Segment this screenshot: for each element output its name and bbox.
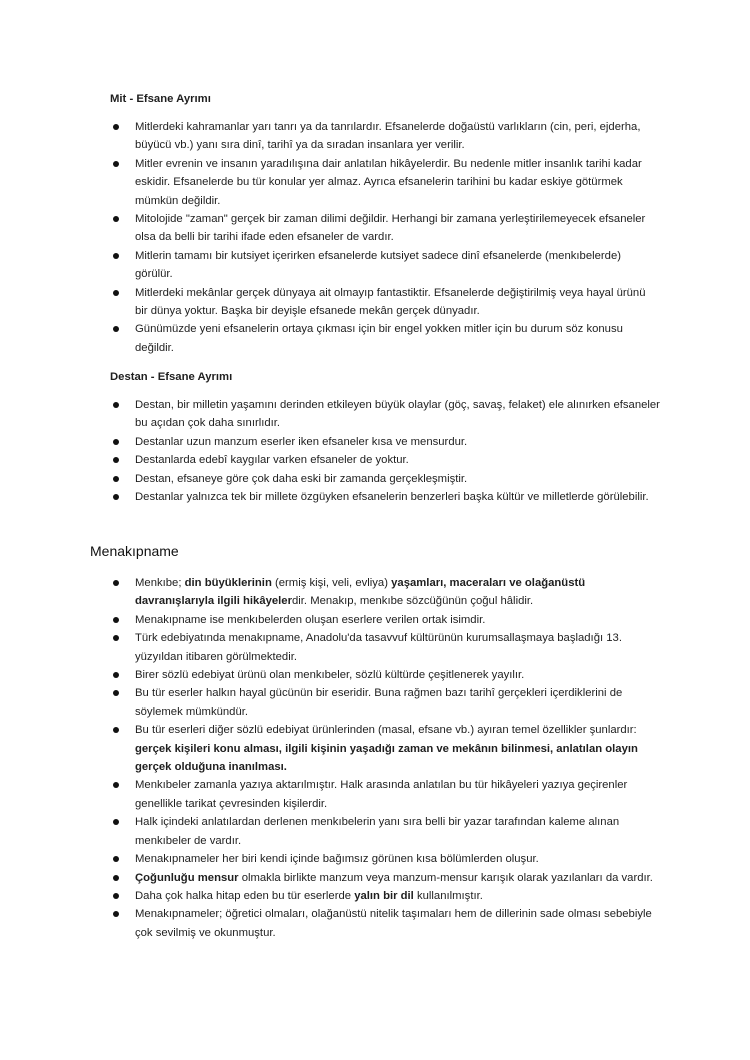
list-item-text: Mitler evrenin ve insanın yaradılışına dair anlatılan hikâyelerdir. Bu nedenle mitler insanlık tarihi kadar eskidir. Efsanelerde bu tür konular yer almaz. Ayrıca efsanelerin tarihini bu kadar eskiye götürmek mümkün değildir. — [135, 157, 642, 207]
list-item-bold-text: yalın bir dil — [354, 889, 414, 902]
bullet-dot — [113, 856, 119, 862]
list-item-bold-text: Çoğunluğu mensur — [135, 871, 239, 884]
list-item-text: Menakıpname ise menkıbelerden oluşan eserlere verilen ortak isimdir. — [135, 613, 486, 626]
list-item — [0, 210, 750, 247]
bullet-dot — [113, 911, 119, 917]
list-item-text: Türk edebiyatında menakıpname, Anadolu'da tasavvuf kültürünün kurumsallaşmaya başladığı 13. yüzyıldan itibaren görülmektedir. — [135, 632, 622, 663]
bullet-list-menakipname — [0, 574, 750, 942]
list-item-text: Mitlerin tamamı bir kutsiyet içerirken efsanelerde kutsiyet sadece dinî efsanelerde (menkıbelerde) görülür. — [135, 249, 621, 281]
list-item-text: Mitlerdeki kahramanlar yarı tanrı ya da tanrılardır. Efsanelerde doğaüstü varlıkların (cin, peri, ejderha, büyücü vb.) yanı sıra dinî, tarihî ya da sıradan insanlara yer verilir. — [135, 121, 641, 152]
list-item-bold-text: yaşamları, maceraları ve olağanüstü davranışlarıyla ilgili hikâyeler — [135, 577, 586, 608]
list-item-bold-text: gerçek kişileri konu alması, ilgili kişinin yaşadığı zaman ve mekânın bilinmesi, anlatılan olayın gerçek olduğuna inanılması. — [135, 742, 638, 774]
list-item-text: Menkıbe; — [135, 577, 185, 589]
bullet-dot — [113, 161, 119, 167]
list-item-text: kullanılmıştır. — [413, 889, 483, 902]
list-item-text: Mitlerdeki mekânlar gerçek dünyaya ait olmayıp fantastiktir. Efsanelerde değiştirilmiş veya hayal ürünü bir dünya yoktur. Başka bir deyişle efsanede mekân gerçek dünyadır. — [135, 286, 646, 318]
list-item — [0, 470, 750, 488]
list-item-text: Menakıpnameler; öğretici olmaları, olağanüstü nitelik taşımaları hem de dillerinin sade olması sebebiyle çok sevilmiş ve okunmuştur. — [135, 908, 652, 939]
list-item-text: Destanlar yalnızca tek bir millete özgüyken efsanelerin benzerleri başka kültür ve milletlerde görülebilir. — [135, 491, 649, 504]
list-item-text: dir. Menakıp, menkıbe sözcüğünün çoğul hâlidir. — [292, 595, 534, 608]
list-item — [0, 247, 750, 284]
list-item-text: Destan, bir milletin yaşamını derinden etkileyen büyük olaylar (göç, savaş, felaket) ele alınırken efsaneler bu açıdan çok daha sınırlıdır. — [135, 399, 660, 430]
bullet-dot — [113, 494, 119, 500]
section-title-menakipname: Menakıpname — [90, 543, 179, 559]
list-item — [0, 118, 750, 155]
bullet-dot — [113, 216, 119, 222]
list-item — [0, 850, 750, 868]
list-item — [0, 666, 750, 684]
list-item — [0, 396, 750, 433]
bullet-dot — [113, 617, 119, 623]
list-item-text: Menakıpnameler her biri kendi içinde bağımsız görünen kısa bölümlerden oluşur. — [135, 853, 539, 866]
list-item — [0, 611, 750, 629]
list-item — [0, 284, 750, 321]
list-item-text: Birer sözlü edebiyat ürünü olan menkıbeler, sözlü kültürde çeşitlenerek yayılır. — [135, 669, 525, 682]
bullet-dot — [113, 124, 119, 130]
bullet-dot — [113, 457, 119, 463]
bullet-dot — [113, 439, 119, 445]
bullet-dot — [113, 290, 119, 296]
list-item-text: Destanlarda edebî kaygılar varken efsaneler de yoktur. — [135, 454, 409, 467]
section-heading-mit: Mit - Efsane Ayrımı — [110, 93, 211, 105]
list-item — [0, 488, 750, 506]
list-item-text: Destanlar uzun manzum eserler iken efsaneler kısa ve mensurdur. — [135, 435, 468, 448]
bullet-dot — [113, 672, 119, 678]
bullet-dot — [113, 253, 119, 259]
list-item — [0, 684, 750, 721]
list-item — [0, 574, 750, 611]
list-item-text: Halk içindeki anlatılardan derlenen menkıbelerin yanı sıra belli bir yazar tarafından kaleme alınan menkıbeler de vardır. — [135, 816, 620, 847]
list-item — [0, 433, 750, 451]
list-item — [0, 721, 750, 776]
bullet-dot — [113, 893, 119, 899]
list-item-text: Mitolojide "zaman" gerçek bir zaman dilimi değildir. Herhangi bir zamana yerleştirilemeyecek efsaneler olsa da belli bir tarihi ifade eden efsaneler de vardır. — [135, 213, 646, 244]
list-item-text: Günümüzde yeni efsanelerin ortaya çıkması için bir engel yokken mitler için bu durum söz konusu değildir. — [135, 323, 623, 354]
list-item — [0, 629, 750, 666]
list-item-bold-text: din büyüklerinin — [184, 577, 272, 589]
list-item-text: Bu tür eserleri diğer sözlü edebiyat ürünlerinden (masal, efsane vb.) ayıran temel özellikler şunlardır: — [135, 724, 637, 737]
list-item — [0, 905, 750, 942]
bullet-dot — [113, 402, 119, 408]
bullet-dot — [113, 476, 119, 482]
bullet-list-mit — [0, 118, 750, 357]
list-item-text: olmakla birlikte manzum veya manzum-mensur karışık olarak yazılanları da vardır. — [238, 871, 653, 884]
bullet-dot — [113, 580, 119, 586]
bullet-dot — [113, 690, 119, 696]
list-item-text: Destan, efsaneye göre çok daha eski bir zamanda gerçekleşmiştir. — [135, 472, 468, 485]
section-heading-destan: Destan - Efsane Ayrımı — [110, 371, 233, 383]
bullet-list-destan — [0, 396, 750, 506]
bullet-dot — [113, 819, 119, 825]
list-item-text: Bu tür eserler halkın hayal gücünün bir eseridir. Buna rağmen bazı tarihî gerçekleri içerdiklerini de söylemek mümkündür. — [135, 687, 623, 718]
bullet-dot — [113, 326, 119, 332]
list-item — [0, 887, 750, 905]
list-item — [0, 776, 750, 813]
bullet-dot — [113, 727, 119, 733]
list-item — [0, 451, 750, 469]
list-item — [0, 869, 750, 887]
bullet-dot — [113, 875, 119, 881]
list-item — [0, 155, 750, 210]
bullet-dot — [113, 782, 119, 788]
list-item-text: (ermiş kişi, veli, evliya) — [271, 577, 392, 589]
list-item — [0, 320, 750, 357]
list-item-text: Daha çok halka hitap eden bu tür eserlerde — [135, 889, 355, 902]
list-item — [0, 813, 750, 850]
bullet-dot — [113, 635, 119, 641]
list-item-text: Menkıbeler zamanla yazıya aktarılmıştır. Halk arasında anlatılan bu tür hikâyeleri yazıya geçirenler genellikle tarikat çevresinden kişilerdir. — [135, 779, 628, 810]
